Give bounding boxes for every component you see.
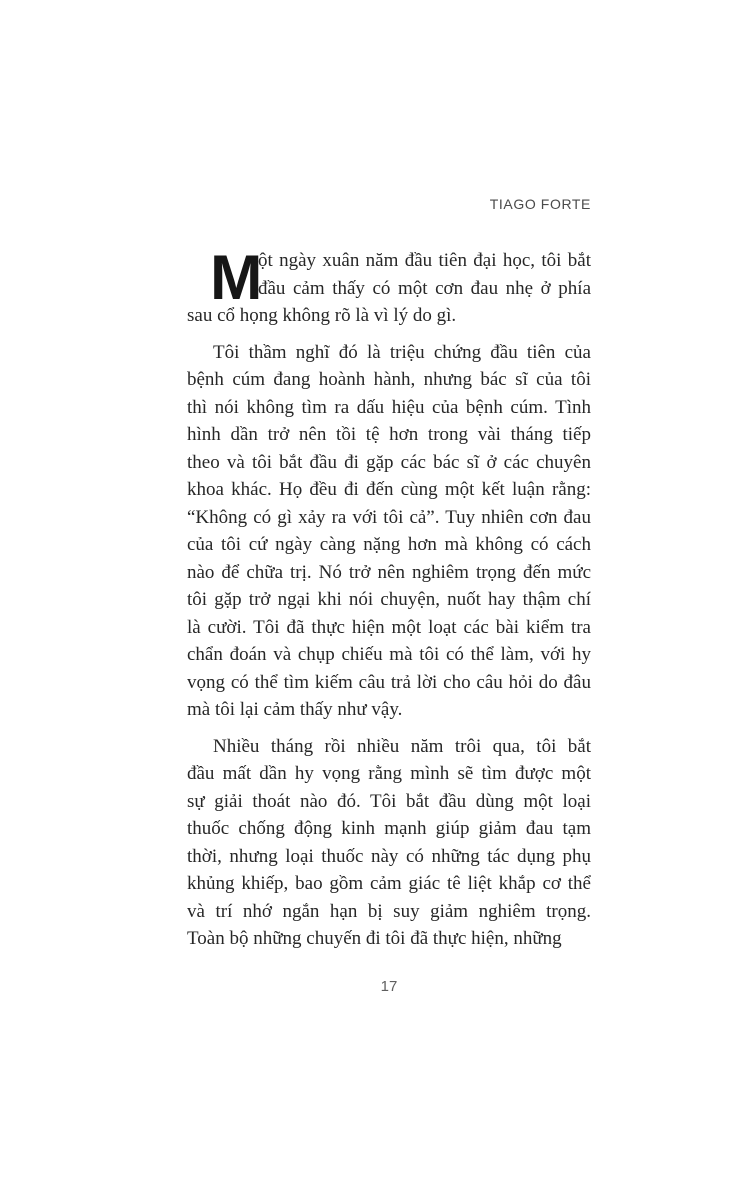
text-line: tôi gặp trở ngại khi nói chuyện, nuốt hay thậm chí xyxy=(187,589,591,610)
text-line: nào để chữa trị. Nó trở nên nghiêm trọng đến mức xyxy=(187,561,591,583)
text-line: khủng khiếp, bao gồm cảm giác tê liệt khắp cơ thể xyxy=(187,873,591,894)
text-line: thuốc chống động kinh mạnh giúp giảm đau tạm xyxy=(187,818,591,839)
text-line: đầu mất dần hy vọng rằng mình sẽ tìm được một xyxy=(187,763,591,784)
text-line: Tôi thầm nghĩ đó là triệu chứng đầu tiên của xyxy=(213,341,591,363)
text-line: sự giải thoát nào đó. Tôi bắt đầu dùng một loại xyxy=(187,790,591,812)
text-line: thời, nhưng loại thuốc này có những tác dụng phụ xyxy=(187,845,591,867)
text-line: bệnh cúm đang hoành hành, nhưng bác sĩ của tôi xyxy=(187,369,591,390)
text-line: là cười. Tôi đã thực hiện một loạt các bài kiểm tra xyxy=(187,616,591,638)
text-line: của tôi cứ ngày càng nặng hơn mà không có cách xyxy=(187,534,591,555)
text-line: thì nói không tìm ra dấu hiệu của bệnh cúm. Tình xyxy=(187,396,591,418)
text-line: đầu cảm thấy có một cơn đau nhẹ ở phía xyxy=(258,277,591,299)
text-line: mà tôi lại cảm thấy như vậy. xyxy=(187,699,403,720)
running-header: TIAGO FORTE xyxy=(489,196,591,212)
text-line: vọng có thể tìm kiếm câu trả lời cho câu hỏi do đâu xyxy=(187,671,591,693)
text-line: chẩn đoán và chụp chiếu mà tôi có thể làm, với hy xyxy=(187,644,591,665)
paragraph xyxy=(187,339,591,724)
text-line: sau cổ họng không rõ là vì lý do gì. xyxy=(187,305,457,326)
dropcap-letter: M xyxy=(210,243,261,313)
paragraph xyxy=(187,243,591,330)
text-line: hình dần trở nên tồi tệ hơn trong vài tháng tiếp xyxy=(187,424,591,445)
body-text xyxy=(187,243,591,953)
text-line: Toàn bộ những chuyến đi tôi đã thực hiện, những xyxy=(187,928,562,949)
page-number: 17 xyxy=(380,978,398,995)
text-line: Nhiều tháng rồi nhiều năm trôi qua, tôi bắt xyxy=(213,735,591,757)
text-line: theo và tôi bắt đầu đi gặp các bác sĩ ở các chuyên xyxy=(187,451,591,473)
paragraph xyxy=(187,733,591,953)
text-line: ột ngày xuân năm đầu tiên đại học, tôi bắt xyxy=(258,250,591,271)
text-line: “Không có gì xảy ra với tôi cả”. Tuy nhiên cơn đau xyxy=(187,506,591,528)
text-line: và trí nhớ ngắn hạn bị suy giảm nghiêm trọng. xyxy=(187,900,591,922)
text-line: khoa khác. Họ đều đi đến cùng một kết luận rằng: xyxy=(187,479,591,500)
